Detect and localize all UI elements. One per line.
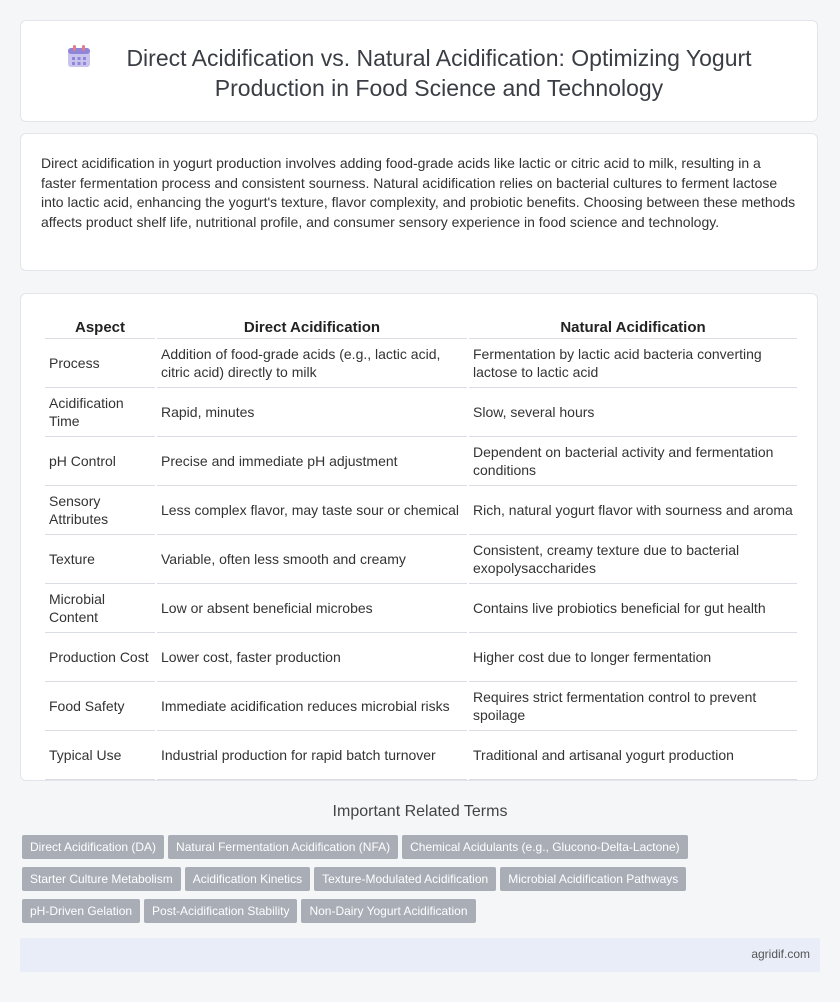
table-row	[45, 339, 797, 388]
cell-direct: Low or absent beneficial microbes	[157, 584, 467, 633]
page-title: Direct Acidification vs. Natural Acidification: Optimizing Yogurt Production in Food Science and Technology	[126, 45, 752, 101]
table-row	[45, 682, 797, 731]
intro-paragraph: Direct acidification in yogurt production involves adding food-grade acids like lactic or citric acid to milk, resulting in a faster fermentation process and consistent sourness. Natural acidification relies on bacterial cultures to ferment lactose into lactic acid, enhancing the yogurt's texture, flavor complexity, and probiotic benefits. Choosing between these methods affects product shelf life, nutritional profile, and consumer sensory experience in food science and technology.	[41, 155, 796, 230]
cell-natural: Higher cost due to longer fermentation	[469, 633, 797, 682]
cell-direct: Variable, often less smooth and creamy	[157, 535, 467, 584]
related-term-tag[interactable]: Post-Acidification Stability	[144, 899, 297, 923]
cell-aspect: Texture	[45, 535, 155, 584]
table-row	[45, 633, 797, 682]
cell-direct: Addition of food-grade acids (e.g., lactic acid, citric acid) directly to milk	[157, 339, 467, 388]
related-term-tag[interactable]: Microbial Acidification Pathways	[500, 867, 686, 891]
header-aspect: Aspect	[45, 314, 155, 339]
cell-aspect: Typical Use	[45, 731, 155, 780]
cell-aspect: Process	[45, 339, 155, 388]
cell-direct: Precise and immediate pH adjustment	[157, 437, 467, 486]
title-card	[20, 20, 818, 122]
intro-card	[20, 133, 818, 271]
cell-aspect: Sensory Attributes	[45, 486, 155, 535]
table-row	[45, 486, 797, 535]
cell-natural: Rich, natural yogurt flavor with sourness and aroma	[469, 486, 797, 535]
cell-aspect: pH Control	[45, 437, 155, 486]
table-header-row	[45, 314, 797, 339]
table-row	[45, 731, 797, 780]
cell-direct: Less complex flavor, may taste sour or chemical	[157, 486, 467, 535]
footer-bar	[20, 938, 820, 972]
related-term-tag[interactable]: Starter Culture Metabolism	[22, 867, 181, 891]
comparison-table	[43, 314, 799, 780]
cell-aspect: Food Safety	[45, 682, 155, 731]
related-term-tag[interactable]: pH-Driven Gelation	[22, 899, 140, 923]
cell-natural: Dependent on bacterial activity and fermentation conditions	[469, 437, 797, 486]
table-row	[45, 388, 797, 437]
header-direct-acidification: Direct Acidification	[157, 314, 467, 339]
cell-natural: Consistent, creamy texture due to bacterial exopolysaccharides	[469, 535, 797, 584]
related-terms-list	[22, 835, 802, 931]
cell-natural: Fermentation by lactic acid bacteria converting lactose to lactic acid	[469, 339, 797, 388]
footer-site-link[interactable]: agridif.com	[751, 947, 810, 961]
related-term-tag[interactable]: Natural Fermentation Acidification (NFA)	[168, 835, 398, 859]
related-term-tag[interactable]: Acidification Kinetics	[185, 867, 310, 891]
cell-aspect: Production Cost	[45, 633, 155, 682]
related-term-tag[interactable]: Direct Acidification (DA)	[22, 835, 164, 859]
cell-natural: Contains live probiotics beneficial for gut health	[469, 584, 797, 633]
cell-aspect: Microbial Content	[45, 584, 155, 633]
table-row	[45, 437, 797, 486]
cell-direct: Rapid, minutes	[157, 388, 467, 437]
cell-natural: Traditional and artisanal yogurt production	[469, 731, 797, 780]
cell-aspect: Acidification Time	[45, 388, 155, 437]
cell-direct: Immediate acidification reduces microbial risks	[157, 682, 467, 731]
related-term-tag[interactable]: Chemical Acidulants (e.g., Glucono-Delta-Lactone)	[402, 835, 687, 859]
related-terms-heading: Important Related Terms	[332, 803, 508, 820]
related-term-tag[interactable]: Texture-Modulated Acidification	[314, 867, 496, 891]
comparison-table-card	[20, 293, 818, 781]
related-term-tag[interactable]: Non-Dairy Yogurt Acidification	[301, 899, 475, 923]
cell-direct: Lower cost, faster production	[157, 633, 467, 682]
table-row	[45, 584, 797, 633]
cell-natural: Requires strict fermentation control to prevent spoilage	[469, 682, 797, 731]
cell-direct: Industrial production for rapid batch turnover	[157, 731, 467, 780]
table-row	[45, 535, 797, 584]
cell-natural: Slow, several hours	[469, 388, 797, 437]
header-natural-acidification: Natural Acidification	[469, 314, 797, 339]
